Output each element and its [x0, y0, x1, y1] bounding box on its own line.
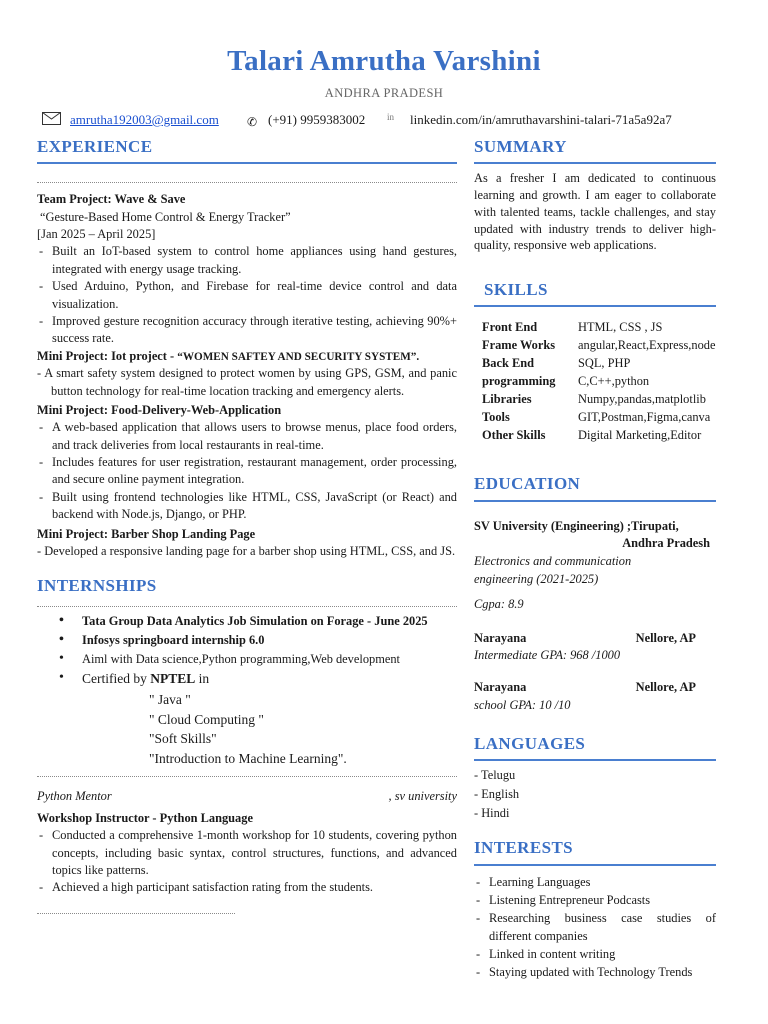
list-item: - Telugu [474, 768, 516, 783]
languages-title: LANGUAGES [474, 733, 586, 753]
skill-category: programming [482, 374, 556, 389]
interests-list [474, 874, 716, 982]
list-item: - Staying updated with Technology Trends [474, 964, 716, 982]
project-description: - A smart safety system designed to protect women by using GPS, GSM, and panic button technology for real-time location tracking and emergency alerts. [37, 366, 457, 398]
nptel-courses [37, 690, 457, 768]
intermediate-gpa: Intermediate GPA: 968 /1000 [474, 647, 621, 662]
education-title: EDUCATION [474, 474, 581, 494]
dotted-divider [37, 913, 235, 914]
project-heading-prefix: Mini Project: Iot project - [37, 348, 178, 363]
mentor-role: Python Mentor [37, 789, 112, 804]
skill-category: Frame Works [482, 338, 556, 353]
mentor-org: , sv university [388, 789, 457, 804]
skill-value: GIT,Postman,Figma,canva [578, 410, 711, 425]
summary-text: As a fresher I am dedicated to continuous learning and growth. I am eager to collaborate with talented teams, tackle challenges, and stay updated with industry trends to deliver high-quality, responsive web applications. [474, 171, 716, 253]
project-heading: Mini Project: Barber Shop Landing Page [37, 526, 256, 541]
internship-list [37, 612, 457, 691]
list-item: "Soft Skills" [149, 731, 217, 747]
list-item: - Researching business case studies of different companies [474, 910, 716, 946]
dotted-divider [37, 606, 457, 607]
list-item: - Conducted a comprehensive 1-month workshop for 10 students, covering python concepts, including basic syntax, control structures, functions, and advanced topics like patterns. [37, 827, 457, 879]
university-line2: Andhra Pradesh [622, 536, 710, 551]
table-row [482, 337, 724, 355]
left-column [37, 137, 457, 914]
intermediate-school: Narayana [474, 630, 527, 645]
dotted-divider [37, 776, 457, 777]
email-link[interactable]: amrutha192003@gmail.com [70, 112, 219, 127]
project-subtitle: “Gesture-Based Home Control & Energy Tracker” [40, 209, 291, 224]
summary-title: SUMMARY [474, 137, 567, 156]
list-item: - Achieved a high participant satisfaction rating from the students. [37, 879, 457, 896]
skill-category: Back End [482, 356, 534, 371]
degree: Electronics and communication engineering (2021-2025) [474, 554, 632, 586]
right-column [474, 137, 716, 981]
university-line1: SV University (Engineering) ;Tirupati, [474, 518, 679, 533]
list-item: - Hindi [474, 805, 510, 820]
school-name: Narayana [474, 680, 527, 695]
list-item: - Learning Languages [474, 874, 716, 892]
school-place: Nellore, AP [635, 680, 696, 695]
intermediate-row [474, 630, 716, 647]
workshop-heading: Workshop Instructor - Python Language [37, 810, 253, 825]
list-item: • Tata Group Data Analytics Job Simulation on Forage - June 2025 [59, 612, 457, 631]
project-dates: [Jan 2025 – April 2025] [37, 227, 156, 242]
project-heading: Mini Project: Food-Delivery-Web-Application [37, 403, 282, 418]
skills-rule [474, 305, 716, 307]
skill-value: Digital Marketing,Editor [578, 428, 702, 443]
list-item: - Built using frontend technologies like HTML, CSS, JavaScript (or React) and backend with Node.js, Django, or PHP. [37, 489, 457, 524]
nptel-prefix: Certified by [82, 671, 151, 687]
table-row [482, 391, 724, 409]
skill-value: HTML, CSS , JS [578, 320, 663, 335]
linkedin-link[interactable]: linkedin.com/in/amruthavarshini-talari-71a5a92a7 [410, 112, 672, 127]
interests-rule [474, 864, 716, 866]
table-row [482, 355, 724, 373]
list-item: - Linked in content writing [474, 946, 716, 964]
summary-rule [474, 162, 716, 164]
phone-icon: ✆ [247, 115, 258, 129]
table-row [482, 373, 724, 391]
table-row [482, 319, 724, 337]
skills-table [482, 319, 724, 445]
table-row [482, 427, 724, 445]
project-heading-caps: “WOMEN SAFTEY AND SECURITY SYSTEM”. [177, 350, 420, 363]
skill-category: Libraries [482, 392, 532, 407]
languages-list [474, 766, 716, 822]
list-item: - Used Arduino, Python, and Firebase for real-time device control and data visualization. [37, 278, 457, 313]
mentor-role-row [37, 788, 457, 805]
project-description: - Developed a responsive landing page for a barber shop using HTML, CSS, and JS. [37, 543, 456, 558]
project-women-safety [37, 348, 457, 400]
location: ANDHRA PRADESH [324, 86, 444, 100]
interests-title: INTERESTS [474, 838, 574, 858]
languages-rule [474, 759, 716, 761]
project-wave-save [37, 191, 457, 347]
table-row [482, 409, 724, 427]
skill-value: C,C++,python [578, 374, 650, 389]
experience-title: EXPERIENCE [37, 137, 153, 156]
project-heading: Team Project: Wave & Save [37, 192, 186, 207]
project-food-delivery [37, 402, 457, 524]
project-heading [37, 348, 457, 366]
list-item: " Cloud Computing " [149, 711, 264, 727]
nptel-name: NPTEL [150, 671, 196, 687]
mail-icon [42, 112, 61, 125]
list-item [59, 669, 457, 690]
linkedin-icon: in [387, 112, 395, 122]
experience-rule [37, 162, 457, 164]
phone-number: (+91) 9959383002 [268, 112, 366, 127]
school-row [474, 679, 716, 696]
nptel-suffix: in [195, 671, 210, 687]
skill-value: angular,React,Express,node [578, 338, 716, 353]
cgpa: Cgpa: 8.9 [474, 597, 524, 612]
list-item: - English [474, 786, 520, 801]
contact-bar [42, 111, 748, 133]
candidate-name: Talari Amrutha Varshini [227, 45, 541, 77]
intermediate-place: Nellore, AP [635, 630, 696, 645]
skill-value: Numpy,pandas,matplotlib [578, 392, 706, 407]
list-item: - Includes features for user registration, restaurant management, order processing, and secure online payment integration. [37, 454, 457, 489]
skills-title: SKILLS [484, 280, 548, 300]
list-item: - Built an IoT-based system to control home appliances using hand gestures, integrated with energy usage tracking. [37, 243, 457, 278]
skill-category: Other Skills [482, 428, 546, 443]
education-rule [474, 500, 716, 502]
list-item: " Java " [149, 692, 191, 708]
skill-category: Front End [482, 320, 538, 335]
dotted-divider [37, 182, 457, 183]
list-item: "Introduction to Machine Learning". [149, 750, 347, 766]
list-item: - Listening Entrepreneur Podcasts [474, 892, 716, 910]
skill-category: Tools [482, 410, 510, 425]
list-item: • Aiml with Data science,Python programming,Web development [59, 650, 457, 669]
school-gpa: school GPA: 10 /10 [474, 697, 571, 712]
list-item: • Infosys springboard internship 6.0 [59, 631, 457, 650]
list-item: - Improved gesture recognition accuracy through iterative testing, achieving 90%+ success rate. [37, 313, 457, 348]
list-item: - A web-based application that allows users to browse menus, place food orders, and track deliveries from local restaurants in real-time. [37, 419, 457, 454]
skill-value: SQL, PHP [578, 356, 631, 371]
internships-title: INTERNSHIPS [37, 576, 157, 596]
project-barber-shop [37, 526, 457, 561]
